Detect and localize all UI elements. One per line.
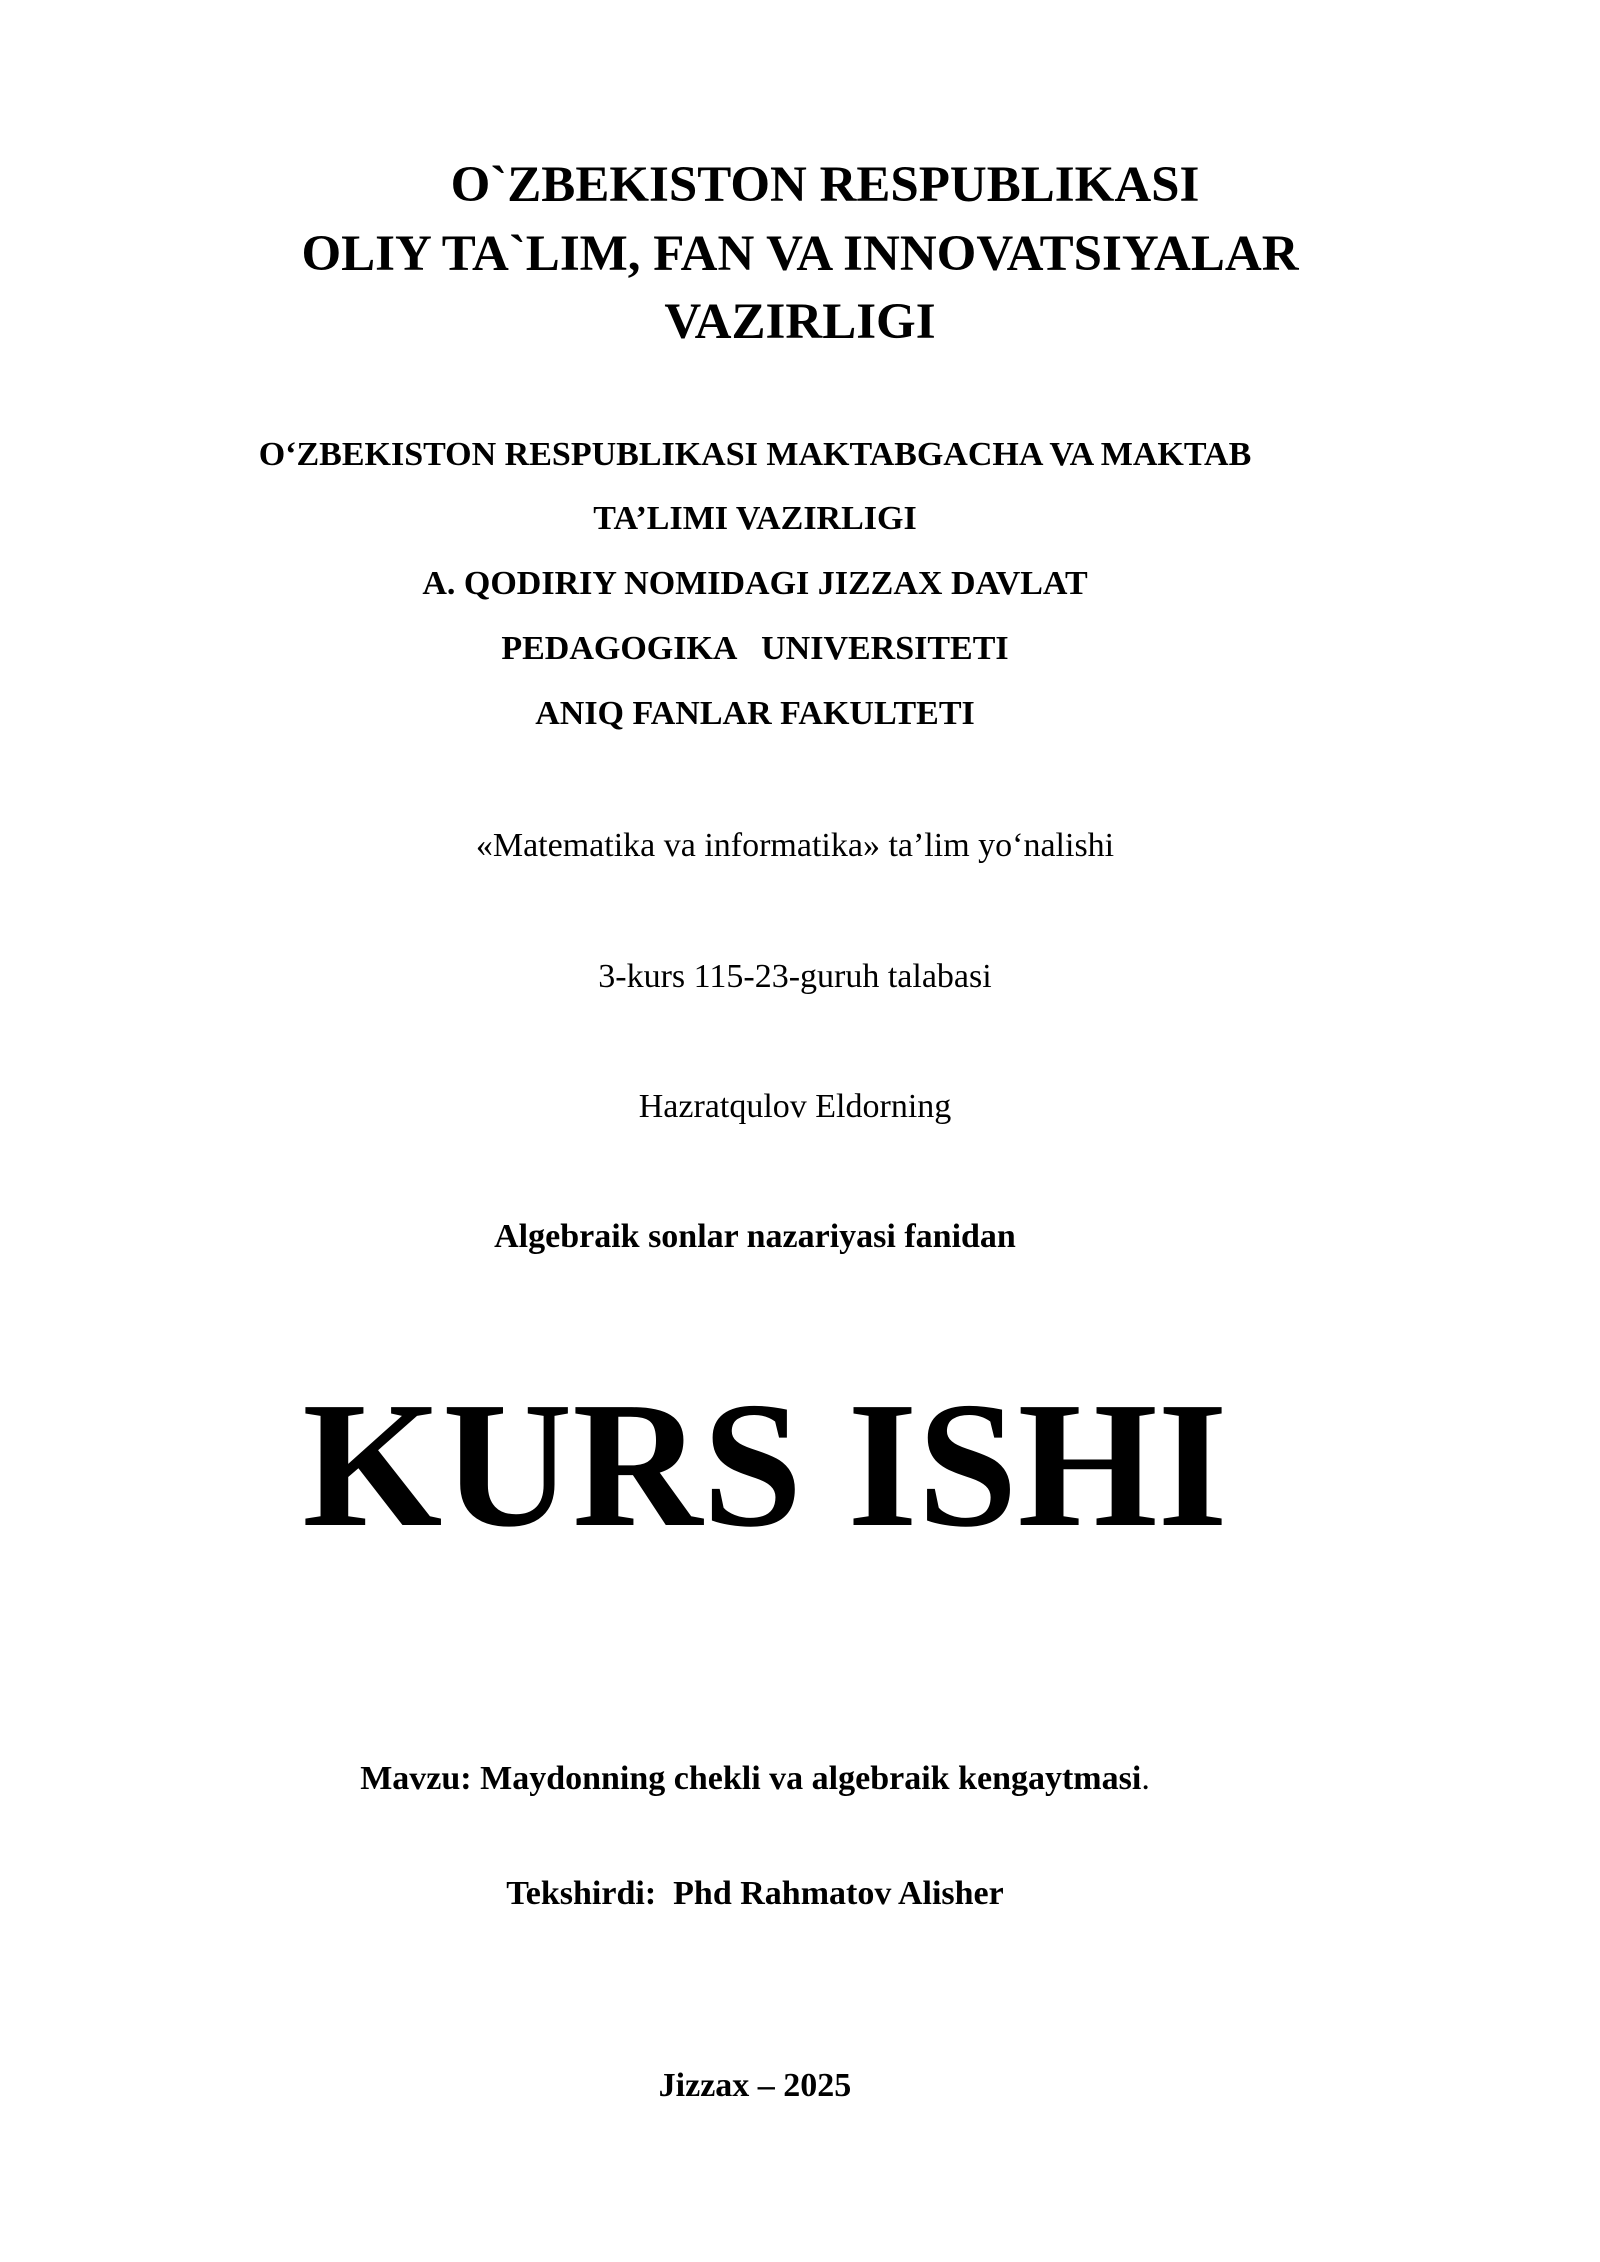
ministry-line-2: OLIY TA`LIM, FAN VA INNOVATSIYALAR bbox=[301, 226, 1299, 282]
institution-line-2: TA’LIMI VAZIRLIGI bbox=[593, 500, 917, 537]
reviewer-label: Tekshirdi: bbox=[506, 1875, 657, 1912]
institution-line-4: PEDAGOGIKA UNIVERSITETI bbox=[501, 630, 1009, 667]
student-name: Hazratqulov Eldorning bbox=[638, 1088, 952, 1125]
document-title: KURS ISHI bbox=[302, 1365, 1228, 1564]
topic-period: . bbox=[1141, 1760, 1150, 1797]
city-year: Jizzax – 2025 bbox=[658, 2067, 852, 2104]
reviewer-name: Phd Rahmatov Alisher bbox=[673, 1875, 1004, 1912]
institution-line-3: A. QODIRIY NOMIDAGI JIZZAX DAVLAT bbox=[422, 565, 1088, 602]
course-group-line: 3-kurs 115-23-guruh talabasi bbox=[598, 958, 992, 995]
topic-label: Mavzu: bbox=[360, 1760, 472, 1797]
direction-line: «Matematika va informatika» ta’lim yo‘nalishi bbox=[475, 827, 1115, 864]
topic-line bbox=[0, 1762, 1555, 1796]
ministry-line-1: O`ZBEKISTON RESPUBLIKASI bbox=[450, 157, 1200, 213]
ministry-line-3: VAZIRLIGI bbox=[664, 294, 936, 350]
institution-line-1: O‘ZBEKISTON RESPUBLIKASI MAKTABGACHA VA MAKTAB bbox=[258, 436, 1252, 473]
subject-line: Algebraik sonlar nazariyasi fanidan bbox=[494, 1218, 1016, 1255]
institution-line-5: ANIQ FANLAR FAKULTETI bbox=[535, 695, 975, 732]
topic-text: Maydonning chekli va algebraik kengaytmasi bbox=[480, 1760, 1142, 1797]
reviewer-line bbox=[0, 1877, 1555, 1911]
